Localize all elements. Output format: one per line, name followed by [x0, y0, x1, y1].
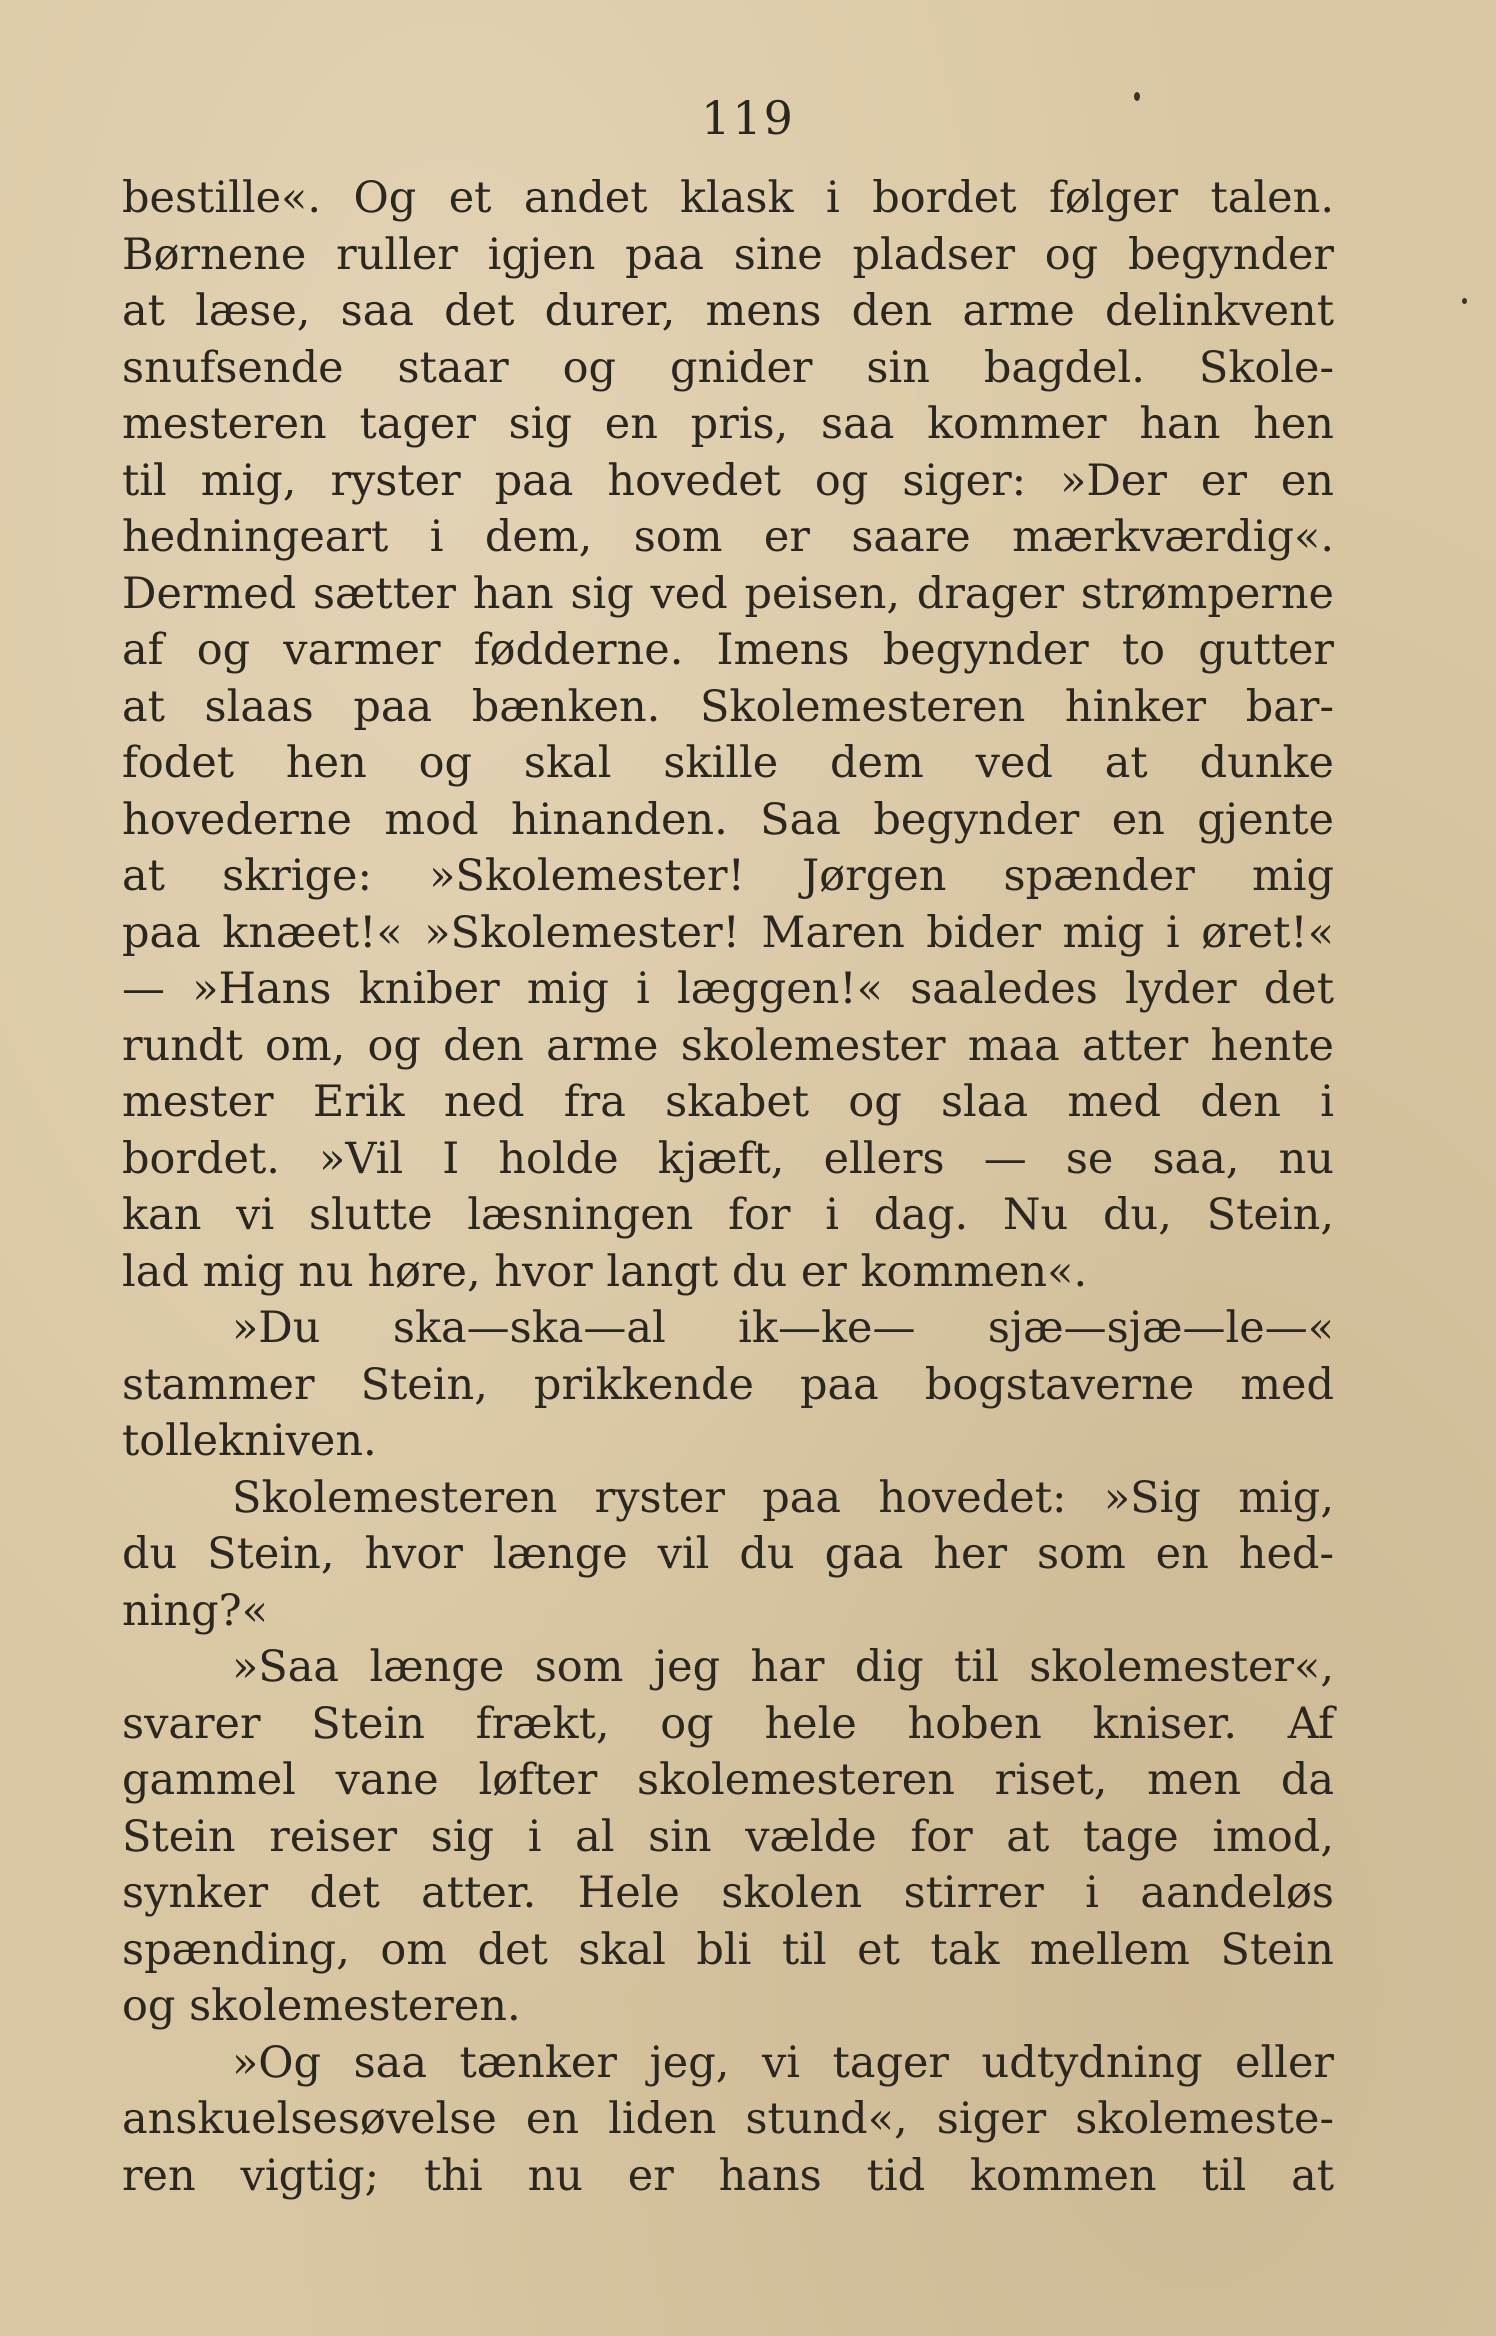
text-line: Skolemesteren ryster paa hovedet: »Sig mig,: [232, 1472, 1334, 1523]
text-line: at slaas paa bænken. Skolemesteren hinker bar-: [122, 681, 1334, 732]
page-number: 119: [701, 91, 795, 145]
text-line: synker det atter. Hele skolen stirrer i aandeløs: [122, 1868, 1334, 1918]
text-line: anskuelsesøvelse en liden stund«, siger skolemeste-: [122, 2094, 1334, 2144]
text-line: »Saa længe som jeg har dig til skolemester«,: [232, 1642, 1334, 1692]
text-line: du Stein, hvor længe vil du gaa her som en hed-: [122, 1529, 1334, 1579]
text-line: mester Erik ned fra skabet og slaa med den i: [122, 1077, 1334, 1127]
text-line: af og varmer fødderne. Imens begynder to gutter: [122, 625, 1334, 675]
text-line: hedningeart i dem, som er saare mærkværdig«.: [122, 512, 1334, 562]
ink-speck: [1462, 298, 1467, 304]
text-line: »Du ska—ska—al ik—ke— sjæ—sjæ—le—«: [232, 1303, 1334, 1353]
text-line: Stein reiser sig i al sin vælde for at tage imod,: [122, 1811, 1334, 1862]
text-line: at læse, saa det durer, mens den arme delinkvent: [122, 286, 1334, 336]
text-line: fodet hen og skal skille dem ved at dunke: [122, 738, 1334, 788]
text-line: mesteren tager sig en pris, saa kommer han hen: [122, 399, 1334, 449]
text-line: rundt om, og den arme skolemester maa atter hente: [122, 1020, 1334, 1071]
text-line: paa knæet!« »Skolemester! Maren bider mig i øret!«: [122, 907, 1334, 958]
text-line: Dermed sætter han sig ved peisen, drager strømperne: [122, 568, 1334, 619]
text-line: og skolemesteren.: [122, 1981, 521, 2031]
text-line: »Og saa tænker jeg, vi tager udtydning eller: [232, 2037, 1334, 2088]
body-text: [122, 170, 1334, 2204]
text-line: tollekniven.: [122, 1416, 377, 1466]
text-line: ren vigtig; thi nu er hans tid kommen til at: [122, 2150, 1334, 2201]
text-line: lad mig nu høre, hvor langt du er kommen«.: [122, 1246, 1088, 1297]
text-line: spænding, om det skal bli til et tak mellem Stein: [122, 1924, 1334, 1975]
text-line: stammer Stein, prikkende paa bogstaverne med: [122, 1359, 1334, 1410]
text-line: svarer Stein frækt, og hele hoben kniser. Af: [122, 1698, 1334, 1749]
text-line: at skrige: »Skolemester! Jørgen spænder mig: [122, 851, 1334, 901]
text-line: kan vi slutte læsningen for i dag. Nu du, Stein,: [122, 1190, 1334, 1240]
text-line: til mig, ryster paa hovedet og siger: »Der er en: [122, 455, 1334, 506]
text-line: bestille«. Og et andet klask i bordet følger talen.: [122, 173, 1334, 223]
text-line: bordet. »Vil I holde kjæft, ellers — se saa, nu: [122, 1133, 1334, 1184]
text-line: ning?«: [122, 1585, 269, 1636]
text-line: gammel vane løfter skolemesteren riset, men da: [122, 1755, 1334, 1805]
text-line: snufsende staar og gnider sin bagdel. Skole-: [122, 342, 1334, 393]
text-line: Børnene ruller igjen paa sine pladser og begynder: [122, 229, 1334, 280]
ink-speck: [1134, 92, 1140, 101]
text-line: — »Hans kniber mig i læggen!« saaledes lyder det: [122, 964, 1334, 1014]
text-line: hovederne mod hinanden. Saa begynder en gjente: [122, 794, 1334, 845]
